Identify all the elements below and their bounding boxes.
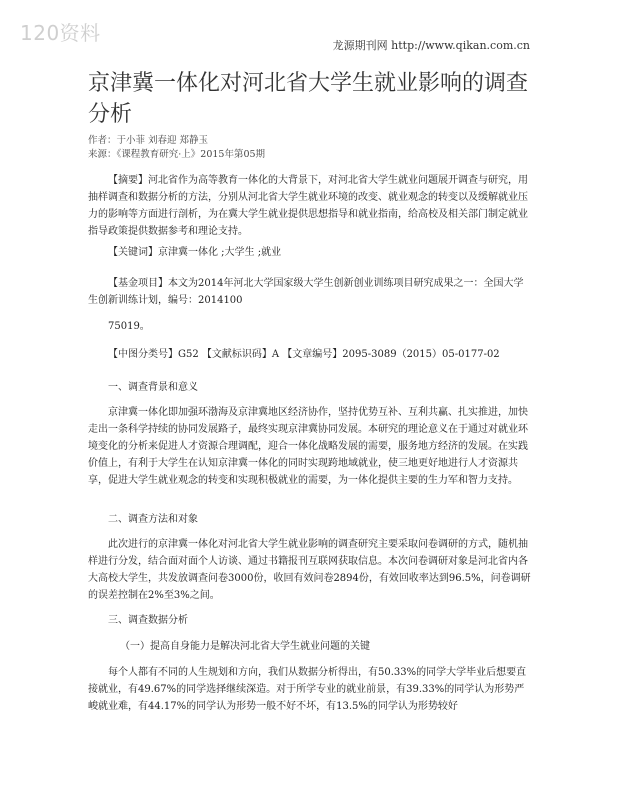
abstract: 【摘要】河北省作为高等教育一体化的大背景下，对河北省大学生就业问题展开调查与研究，用抽样调查和数据分析的方法，分别从河北省大学生就业环境的改变、就业观念的转变以及缓解就业压力的影响等方面进行剖析，为在冀大学生就业提供思想指导和就业指南，给高校及相关部门制定就业指导政策提供数据参考和理论支持。 (88, 175, 528, 237)
article-title: 京津冀一体化对河北省大学生就业影响的调查分析 (88, 71, 529, 127)
fund-project: 【基金项目】本文为2014年河北大学国家级大学生创新创业训练项目研究成果之一：全国大学生创新训练计划，编号：2014100 (88, 278, 524, 306)
watermark: 120资料 (20, 21, 101, 45)
keywords: 【关键词】京津冀一体化 ;大学生 ;就业 (108, 247, 282, 258)
classification-info: 【中图分类号】G52 【文献标识码】A 【文章编号】2095-3089（2015）05-0177-02 (108, 349, 500, 360)
section-heading: 一、调查背景和意义 (108, 382, 198, 393)
fund-project-continued: 75019。 (108, 321, 150, 332)
site-header[interactable]: 龙源期刊网 http://www.qikan.com.cn (332, 39, 530, 52)
article-source: 来源：《课程教育研究·上》2015年第05期 (88, 149, 266, 160)
article-authors: 作者：于小菲 刘春迎 郑静玉 (88, 135, 209, 146)
section-paragraph: 每个人都有不同的人生规划和方向，我们从数据分析得出，有50.33%的同学大学毕业后想要直接就业，有49.67%的同学选择继续深造。对于所学专业的就业前景，有39.33%的同学认为形势严峻就业难，有44.17%的同学认为形势一般不好不坏，有13.5%的同学认为形势较好 (88, 667, 527, 712)
section-paragraph: 此次进行的京津冀一体化对河北省大学生就业影响的调查研究主要采取问卷调研的方式，随机抽样进行分发，结合面对面个人访谈、通过书籍报刊互联网获取信息。本次问卷调研对象是河北省内各大高校大学生，共发放调查问卷3000份，收回有效问卷2894份，有效回收率达到96.5%，问卷调研的误差控制在2%至3%之间。 (88, 539, 531, 601)
section-subheading: （一）提高自身能力是解决河北省大学生就业问题的关键 (120, 641, 370, 652)
section-heading: 二、调查方法和对象 (108, 514, 198, 525)
section-paragraph: 京津冀一体化即加强环渤海及京津冀地区经济协作，坚持优势互补、互利共赢、扎实推进，加快走出一条科学持续的协同发展路子，最终实现京津冀协同发展。本研究的理论意义在于通过对就业环境变化的分析来促进人才资源合理调配，迎合一体化战略发展的需要，服务地方经济的发展。在实践价值上，有利于大学生在认知京津冀一体化的同时实现跨地域就业，使三地更好地进行人才资源共享，促进大学生就业观念的转变和实现积极就业的需要，为一体化提供主要的生力军和智力支持。 (88, 407, 528, 486)
section-heading: 三、调查数据分析 (108, 615, 188, 626)
